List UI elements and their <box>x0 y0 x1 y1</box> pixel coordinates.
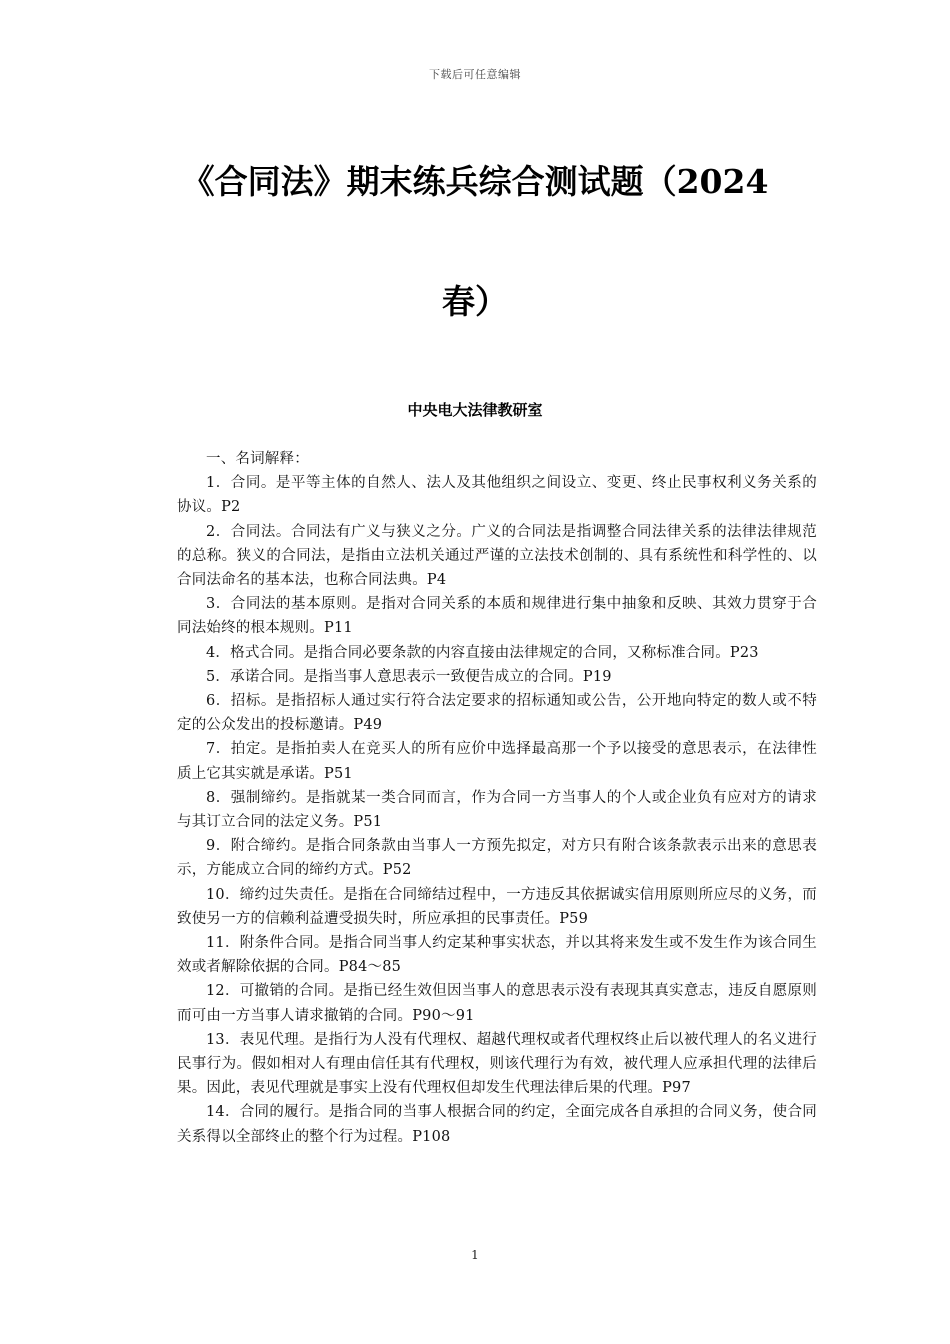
header-note: 下载后可任意编辑 <box>429 68 521 81</box>
term-definition: 2．合同法。合同法有广义与狭义之分。广义的合同法是指调整合同法律关系的法律法律规范的总称。狭义的合同法，是指由立法机关通过严谨的立法技术创制的、具有系统性和科学性的、以合同法命名的基本法，也称合同法典。P4 <box>177 523 817 589</box>
term-definition: 7．拍定。是指拍卖人在竞买人的所有应价中选择最高那一个予以接受的意思表示，在法律性质上它其实就是承诺。P51 <box>177 741 817 782</box>
section-heading: 一、名词解释： <box>206 451 309 467</box>
document-title-line-1: 《合同法》期末练兵综合测试题（2024 <box>181 162 769 201</box>
document-title-line-2: 春） <box>442 282 508 321</box>
term-definition: 13．表见代理。是指行为人没有代理权、超越代理权或者代理权终止后以被代理人的名义进行民事行为。假如相对人有理由信任其有代理权，则该代理行为有效，被代理人应承担代理的法律后果。因此，表见代理就是事实上没有代理权但却发生代理法律后果的代理。P97 <box>177 1031 817 1097</box>
term-definition: 1．合同。是平等主体的自然人、法人及其他组织之间设立、变更、终止民事权利义务关系的协议。P2 <box>177 475 817 516</box>
term-definition: 11．附条件合同。是指合同当事人约定某种事实状态，并以其将来发生或不发生作为该合同生效或者解除依据的合同。P84～85 <box>177 935 817 976</box>
term-definition: 8．强制缔约。是指就某一类合同而言，作为合同一方当事人的个人或企业负有应对方的请求与其订立合同的法定义务。P51 <box>177 789 817 831</box>
term-definition: 4．格式合同。是指合同必要条款的内容直接由法律规定的合同，又称标准合同。P23 <box>206 644 759 661</box>
term-definition: 12．可撤销的合同。是指已经生效但因当事人的意思表示没有表现其真实意志，违反自愿原则而可由一方当事人请求撤销的合同。P90～91 <box>177 983 817 1024</box>
term-definition: 6．招标。是指招标人通过实行符合法定要求的招标通知或公告，公开地向特定的数人或不特定的公众发出的投标邀请。P49 <box>177 693 817 734</box>
term-definition: 14．合同的履行。是指合同的当事人根据合同的约定，全面完成各自承担的合同义务，使合同关系得以全部终止的整个行为过程。P108 <box>177 1104 817 1145</box>
term-definition: 10．缔约过失责任。是指在合同缔结过程中，一方违反其依据诚实信用原则所应尽的义务，而致使另一方的信赖利益遭受损失时，所应承担的民事责任。P59 <box>177 886 817 927</box>
document-author: 中央电大法律教研室 <box>407 401 543 419</box>
document-body <box>177 447 817 1149</box>
term-definition: 5．承诺合同。是指当事人意思表示一致便告成立的合同。P19 <box>206 668 612 685</box>
term-definition: 9．附合缔约。是指合同条款由当事人一方预先拟定，对方只有附合该条款表示出来的意思表示，方能成立合同的缔约方式。P52 <box>177 838 817 879</box>
term-definition: 3．合同法的基本原则。是指对合同关系的本质和规律进行集中抽象和反映、其效力贯穿于合同法始终的根本规则。P11 <box>177 596 817 637</box>
page-number: 1 <box>471 1248 479 1262</box>
